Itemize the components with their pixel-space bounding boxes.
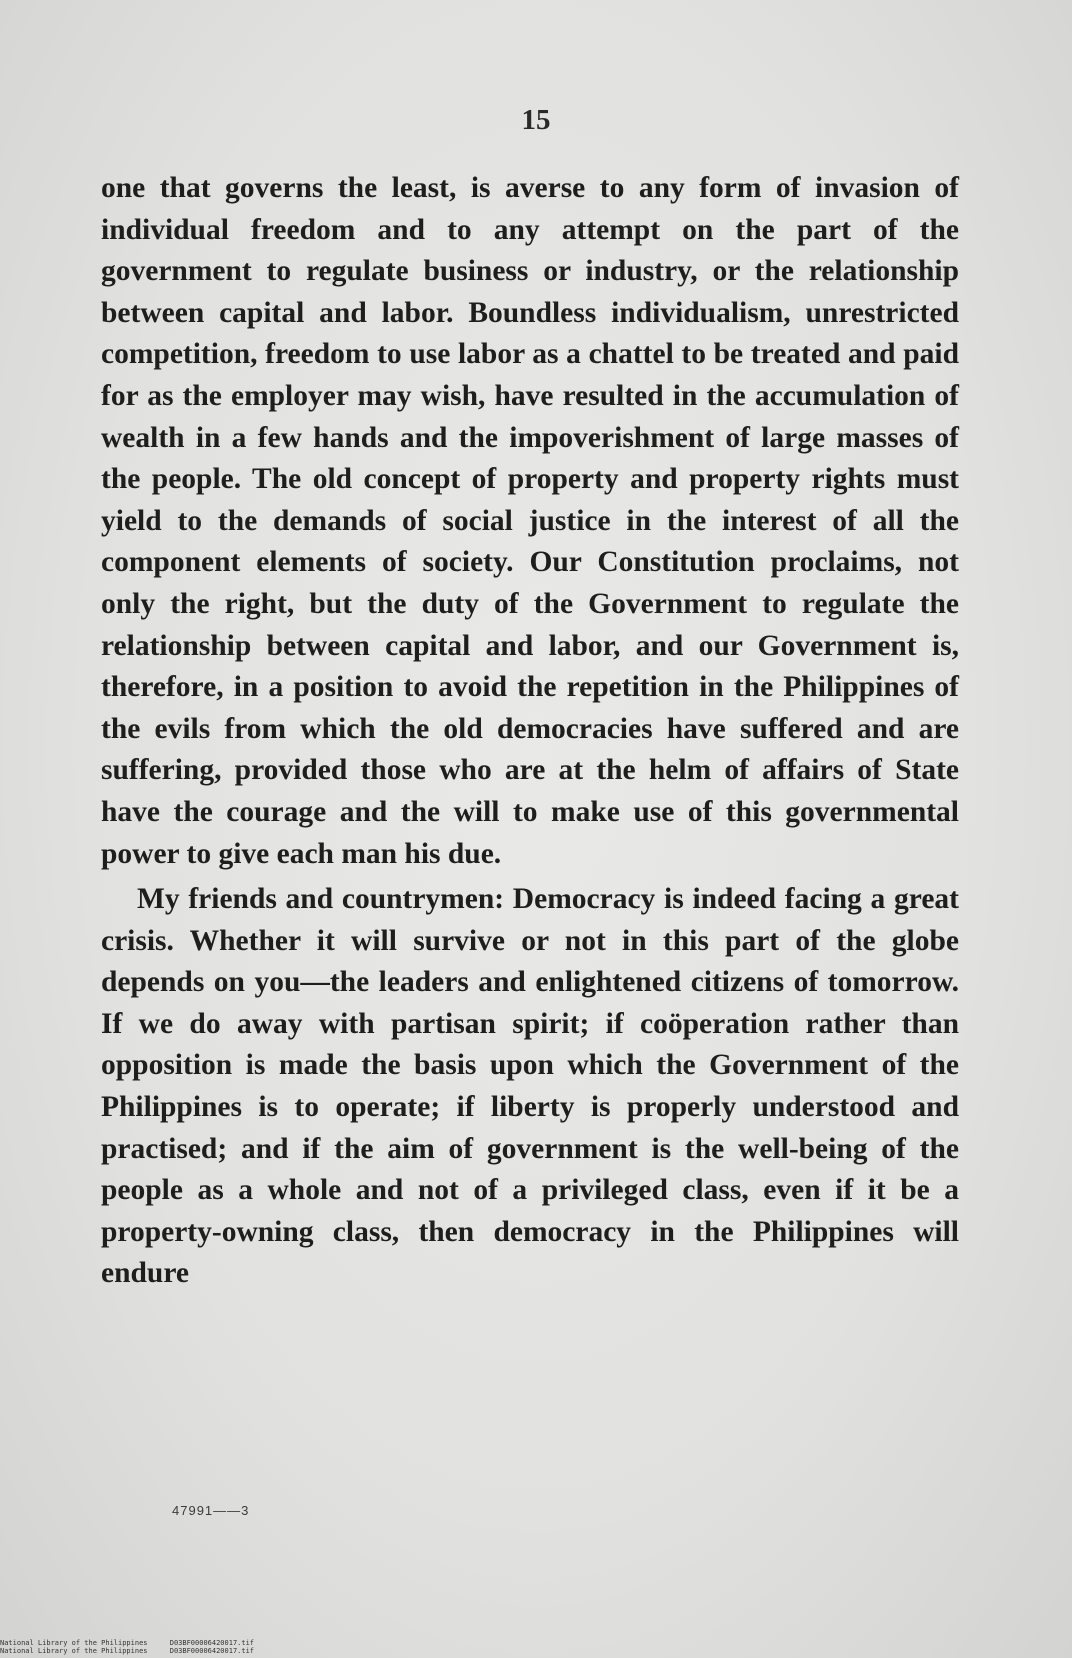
footer-file-name: D03BF00006420017.tif	[169, 1639, 255, 1647]
paragraph-democracy-crisis: My friends and countrymen: Democracy is indeed facing a great crisis. Whether it will survive or not in this part of the globe depends on you—the leaders and enlightened citizens of tomorrow. If we do away with partisan spirit; if coöperation rather than opposition is made the basis upon which the Government of the Philippines is to operate; if liberty is properly understood and practised; and if the aim of government is the well-being of the people as a whole and not of a privileged class, even if it be a property-owning class, then democracy in the Philippines will endure	[101, 883, 959, 1290]
footer-library-name: National Library of the Philippines	[0, 1647, 148, 1655]
paragraph-continuation: one that governs the least, is averse to any form of invasion of individual freedom and to any attempt on the part of the government to regulate business or industry, or the relationship between capital and labor. Boundless individualism, unrestricted competition, freedom to use labor as a chattel to be treated and paid for as the employer may wish, have resulted in the accumulation of wealth in a few hands and the impoverishment of large masses of the people. The old concept of property and property rights must yield to the demands of social justice in the interest of all the component elements of society. Our Constitution proclaims, not only the right, but the duty of the Government to regulate the relationship between capital and labor, and our Government is, therefore, in a position to avoid the repetition in the Philippines of the evils from which the old democracies have suffered and are suffering, provided those who are at the helm of affairs of State have the courage and the will to make use of this governmental power to give each man his due.	[101, 172, 959, 870]
footer-file-name: D03BF00006420017.tif	[169, 1647, 255, 1655]
footer-row-2	[0, 1647, 272, 1655]
scan-footer	[0, 1639, 272, 1655]
body-text	[101, 168, 959, 1295]
page-number: 15	[521, 104, 551, 136]
footer-library-name: National Library of the Philippines	[0, 1639, 148, 1647]
printer-signature-mark: 47991——3	[172, 1503, 250, 1518]
footer-row-1	[0, 1639, 272, 1647]
